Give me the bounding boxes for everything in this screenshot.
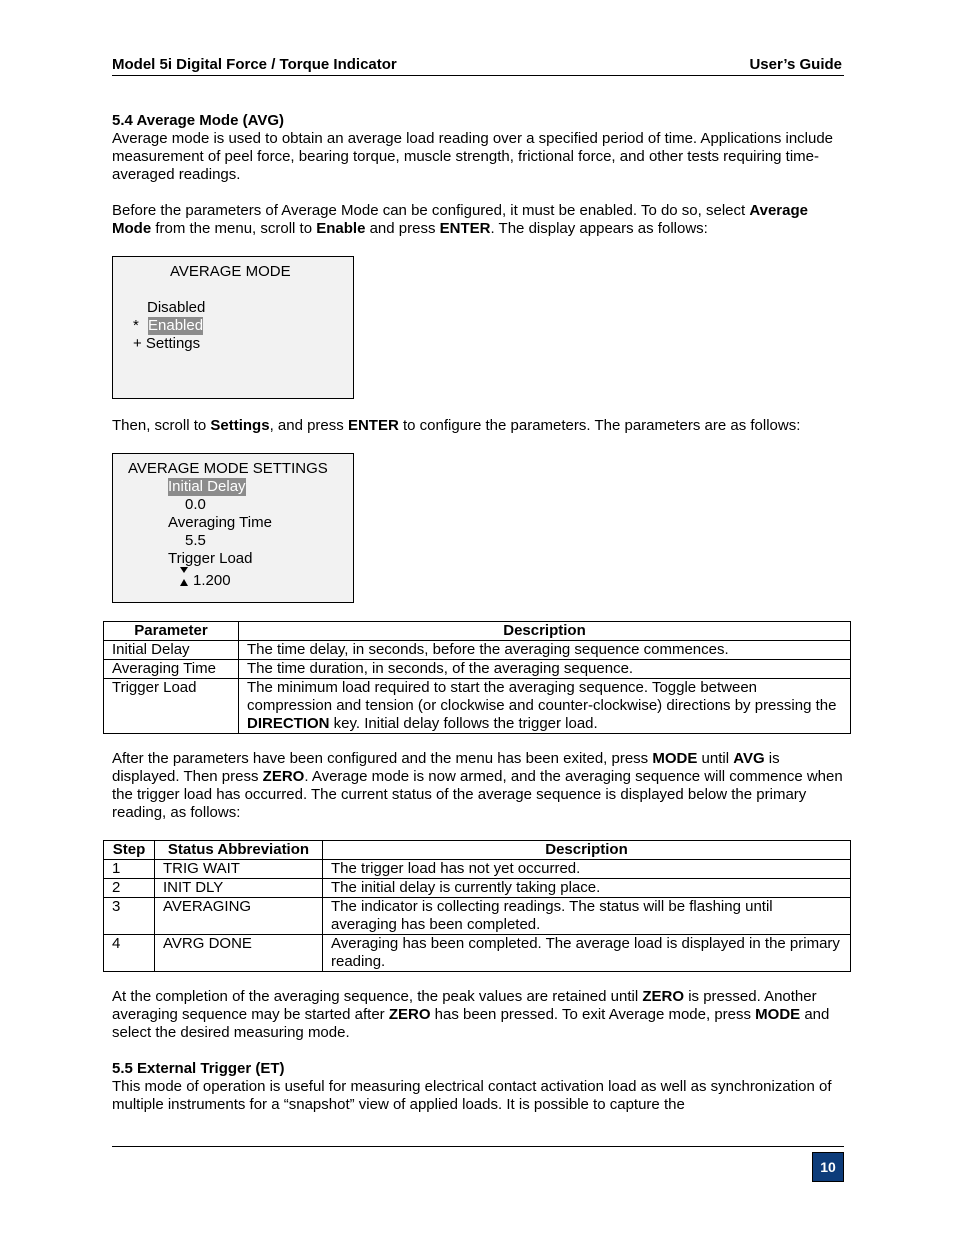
display-title: AVERAGE MODE SETTINGS bbox=[128, 460, 328, 477]
display-average-mode bbox=[112, 256, 354, 399]
table-row bbox=[104, 641, 851, 660]
page-header bbox=[112, 56, 844, 76]
table-row bbox=[104, 935, 851, 972]
table-header-row bbox=[104, 622, 851, 641]
column-header: Description bbox=[239, 622, 851, 641]
paragraph-armed: After the parameters have been configured and the menu has been exited, press MODE until AVG is displayed. Then press ZERO. Average mode is now armed, and the averaging sequence will commence when the trigger load has occurred. The current status of the average sequence is displayed below the primary reading, as follows: bbox=[112, 750, 843, 821]
footer-rule bbox=[112, 1146, 844, 1147]
cell-description: The initial delay is currently taking place. bbox=[323, 879, 851, 898]
table-row bbox=[104, 860, 851, 879]
cell-description: The time delay, in seconds, before the averaging sequence commences. bbox=[239, 641, 851, 660]
item-averaging-time: Averaging Time bbox=[168, 514, 272, 531]
column-header: Status Abbreviation bbox=[155, 841, 323, 860]
paragraph-settings: Then, scroll to Settings, and press ENTER to configure the parameters. The parameters are as follows: bbox=[112, 417, 801, 434]
section-title-5-4: 5.4 Average Mode (AVG) bbox=[112, 112, 284, 129]
header-guide: User’s Guide bbox=[749, 56, 842, 73]
paragraph-completion: At the completion of the averaging sequence, the peak values are retained until ZERO is pressed. Another averaging sequence may be started after ZERO has been pressed. To exit Average mode, press MODE and select the desired measuring mode. bbox=[112, 988, 830, 1041]
cell-step: 3 bbox=[104, 898, 155, 935]
direction-arrows-icon bbox=[179, 566, 189, 588]
cell-description: The minimum load required to start the averaging sequence. Toggle between compression and tension (or clockwise and counter-clockwise) directions by pressing the DIRECTION key. Initial delay follows the trigger load. bbox=[239, 679, 851, 734]
cell-description: The trigger load has not yet occurred. bbox=[323, 860, 851, 879]
column-header: Description bbox=[323, 841, 851, 860]
table-row bbox=[104, 679, 851, 734]
table-header-row bbox=[104, 841, 851, 860]
section-title-5-5: 5.5 External Trigger (ET) bbox=[112, 1060, 285, 1077]
cell-step: 2 bbox=[104, 879, 155, 898]
cell-parameter: Initial Delay bbox=[104, 641, 239, 660]
column-header: Parameter bbox=[104, 622, 239, 641]
value-initial-delay: 0.0 bbox=[185, 496, 206, 513]
cell-step: 4 bbox=[104, 935, 155, 972]
status-table bbox=[103, 840, 851, 972]
option-enabled: Enabled bbox=[148, 317, 204, 334]
cell-step: 1 bbox=[104, 860, 155, 879]
display-average-mode-settings bbox=[112, 453, 354, 603]
cell-status: TRIG WAIT bbox=[155, 860, 323, 879]
paragraph-intro: Average mode is used to obtain an average load reading over a specified period of time. Applications include measurement of peel force, bearing torque, muscle strength, frictional force, and other tests requiring time-averaged readings. bbox=[112, 130, 834, 183]
item-trigger-load: Trigger Load bbox=[168, 550, 253, 567]
option-disabled: Disabled bbox=[147, 299, 206, 316]
page-number: 10 bbox=[812, 1152, 844, 1182]
table-row bbox=[104, 898, 851, 935]
cell-status: INIT DLY bbox=[155, 879, 323, 898]
cell-status: AVERAGING bbox=[155, 898, 323, 935]
paragraph-enable: Before the parameters of Average Mode can be configured, it must be enabled. To do so, select Average Mode from the menu, scroll to Enable and press ENTER. The display appears as follows: bbox=[112, 202, 808, 237]
paragraph-external-trigger: This mode of operation is useful for measuring electrical contact activation load as well as synchronization of multiple instruments for a “snapshot” view of applied loads. It is possible to capture the bbox=[112, 1078, 832, 1113]
cell-description: The indicator is collecting readings. The status will be flashing until averaging has been completed. bbox=[323, 898, 851, 935]
table-row bbox=[104, 879, 851, 898]
cell-description: The time duration, in seconds, of the averaging sequence. bbox=[239, 660, 851, 679]
cell-status: AVRG DONE bbox=[155, 935, 323, 972]
selection-marker: * bbox=[133, 317, 139, 334]
item-initial-delay: Initial Delay bbox=[168, 478, 246, 495]
display-title: AVERAGE MODE bbox=[170, 263, 291, 280]
column-header: Step bbox=[104, 841, 155, 860]
option-settings: + Settings bbox=[133, 335, 201, 352]
value-trigger-load: 1.200 bbox=[193, 572, 231, 589]
cell-parameter: Trigger Load bbox=[104, 679, 239, 734]
parameter-table bbox=[103, 621, 851, 734]
cell-description: Averaging has been completed. The average load is displayed in the primary reading. bbox=[323, 935, 851, 972]
table-row bbox=[104, 660, 851, 679]
value-averaging-time: 5.5 bbox=[185, 532, 206, 549]
cell-parameter: Averaging Time bbox=[104, 660, 239, 679]
header-title: Model 5i Digital Force / Torque Indicator bbox=[112, 56, 397, 73]
